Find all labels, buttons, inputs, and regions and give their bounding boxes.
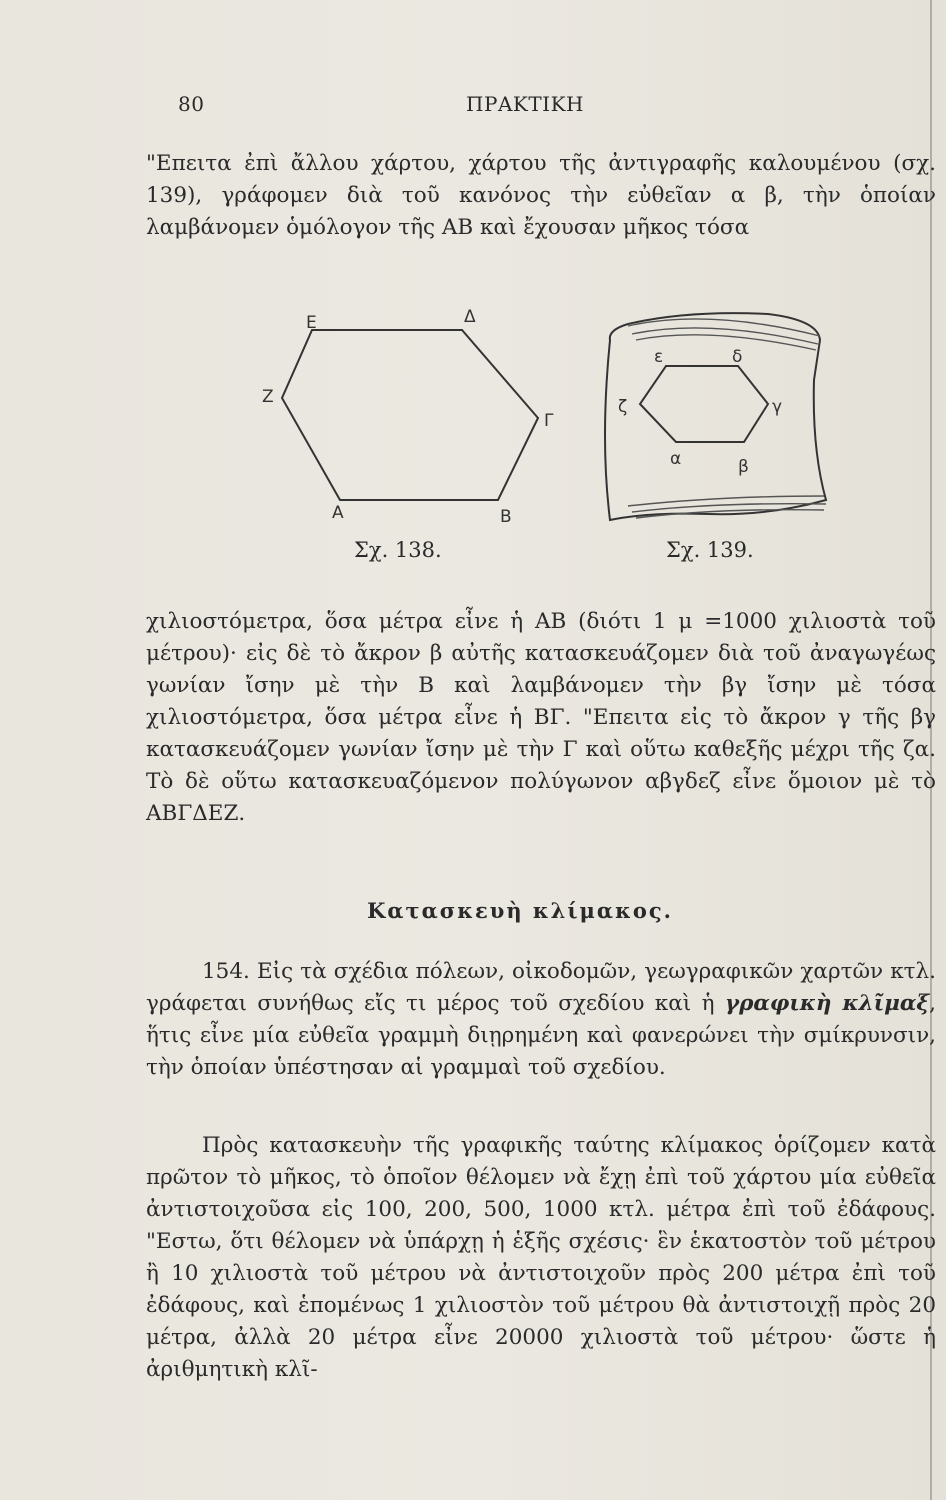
figure-139-tracing-paper [588, 300, 838, 532]
paragraph-intro [146, 148, 936, 244]
label-g: γ [772, 397, 783, 417]
label-B: Β [500, 507, 512, 527]
paragraph-154 [146, 956, 936, 1084]
text-span: 154. Εἰς τὰ σχέδια πόλεων, οἰκοδομῶν, γεωγραφικῶν χαρτῶν κτλ. γράφεται συνήθως εἴς τι μέρος τοῦ σχεδίου καὶ ἡ [146, 959, 936, 1016]
label-a: α [670, 449, 682, 469]
running-header [0, 92, 946, 122]
label-E: Ε [306, 313, 317, 333]
small-hexagon-shape [640, 366, 768, 442]
text-span: , ἥτις εἶνε μία εὐθεῖα γραμμὴ διῃρημένη καὶ φανερώνει τὴν σμίκρυνσιν, τὴν ὁποίαν ὑπέστησαν αἱ γραμμαὶ τοῦ σχεδίου. [146, 991, 937, 1080]
paragraph-text: χιλιοστόμετρα, ὅσα μέτρα εἶνε ἡ ΑΒ (διότι 1 μ =1000 χιλιοστὰ τοῦ μέτρου)· εἰς δὲ τὸ ἄκρον β αὐτῆς κατασκευάζομεν διὰ τοῦ ἀναγωγέως γωνίαν ἴσην μὲ τὴν Β καὶ λαμβάνομεν τὴν βγ ἴσην μὲ τόσα χιλιοστόμετρα, ὅσα μέτρα εἶνε ἡ ΒΓ. "Επειτα εἰς τὸ ἄκρον γ τῆς βγ κατασκευάζομεν γωνίαν ἴσην μὲ τὴν Γ καὶ οὕτω καθεξῆς μέχρι τῆς ζα. Τὸ δὲ οὕτω κατασκευαζόμενον πολύγωνον αβγδεζ εἶνε ὅμοιον μὲ τὸ ΑΒΓΔΕΖ. [146, 609, 936, 826]
figure-139-caption: Σχ. 139. [666, 538, 754, 562]
paragraph-text: "Επειτα ἐπὶ ἄλλου χάρτου, χάρτου τῆς ἀντιγραφῆς καλουμένου (σχ. 139), γράφομεν διὰ τοῦ κανόνος τὴν εὐθεῖαν α β, τὴν ὁποίαν λαμβάνομεν ὁμόλογον τῆς ΑΒ καὶ ἔχουσαν μῆκος τόσα [146, 151, 936, 240]
hexagon-shape [282, 330, 538, 500]
paper-outline [605, 313, 826, 520]
figure-138-hexagon [250, 300, 560, 530]
paragraph-text [146, 956, 936, 1084]
label-G: Γ [544, 411, 554, 431]
label-d: δ [732, 347, 743, 367]
page-number: 80 [178, 92, 205, 116]
label-b: β [738, 457, 749, 477]
running-title: ΠΡΑΚΤΙΚΗ [466, 92, 584, 116]
label-e: ε [654, 347, 664, 367]
paragraph-scale [146, 1130, 936, 1386]
term-graphic-scale: γραφικὴ κλῖμαξ [724, 991, 930, 1016]
label-Z: Ζ [262, 387, 274, 407]
section-heading: Κατασκευὴ κλίμακος. [367, 898, 673, 923]
figure-138-caption: Σχ. 138. [354, 538, 442, 562]
paragraph-construction [146, 606, 936, 830]
paragraph-text: Πρὸς κατασκευὴν τῆς γραφικῆς ταύτης κλίμακος ὁρίζομεν κατὰ πρῶτον τὸ μῆκος, τὸ ὁποῖον θέλομεν νὰ ἔχῃ ἐπὶ τοῦ χάρτου μία εὐθεῖα ἀντιστοιχοῦσα εἰς 100, 200, 500, 1000 κτλ. μέτρα ἐπὶ τοῦ ἐδάφους. "Εστω, ὅτι θέλομεν νὰ ὑπάρχῃ ἡ ἑξῆς σχέσις· ἓν ἑκατοστὸν τοῦ μέτρου ἢ 10 χιλιοστὰ τοῦ μέτρου νὰ ἀντιστοιχοῦν πρὸς 200 μέτρα ἐπὶ τοῦ ἐδάφους, καὶ ἑπομένως 1 χιλιοστὸν τοῦ μέτρου θὰ ἀντιστοιχῇ πρὸς 20 μέτρα, ἀλλὰ 20 μέτρα εἶνε 20000 χιλιοστὰ τοῦ μέτρου· ὥστε ἡ ἀριθμητικὴ κλῖ- [146, 1133, 936, 1382]
roll-top [628, 319, 820, 350]
label-z: ζ [618, 397, 628, 417]
label-A: Α [332, 503, 344, 523]
label-D: Δ [464, 307, 476, 327]
